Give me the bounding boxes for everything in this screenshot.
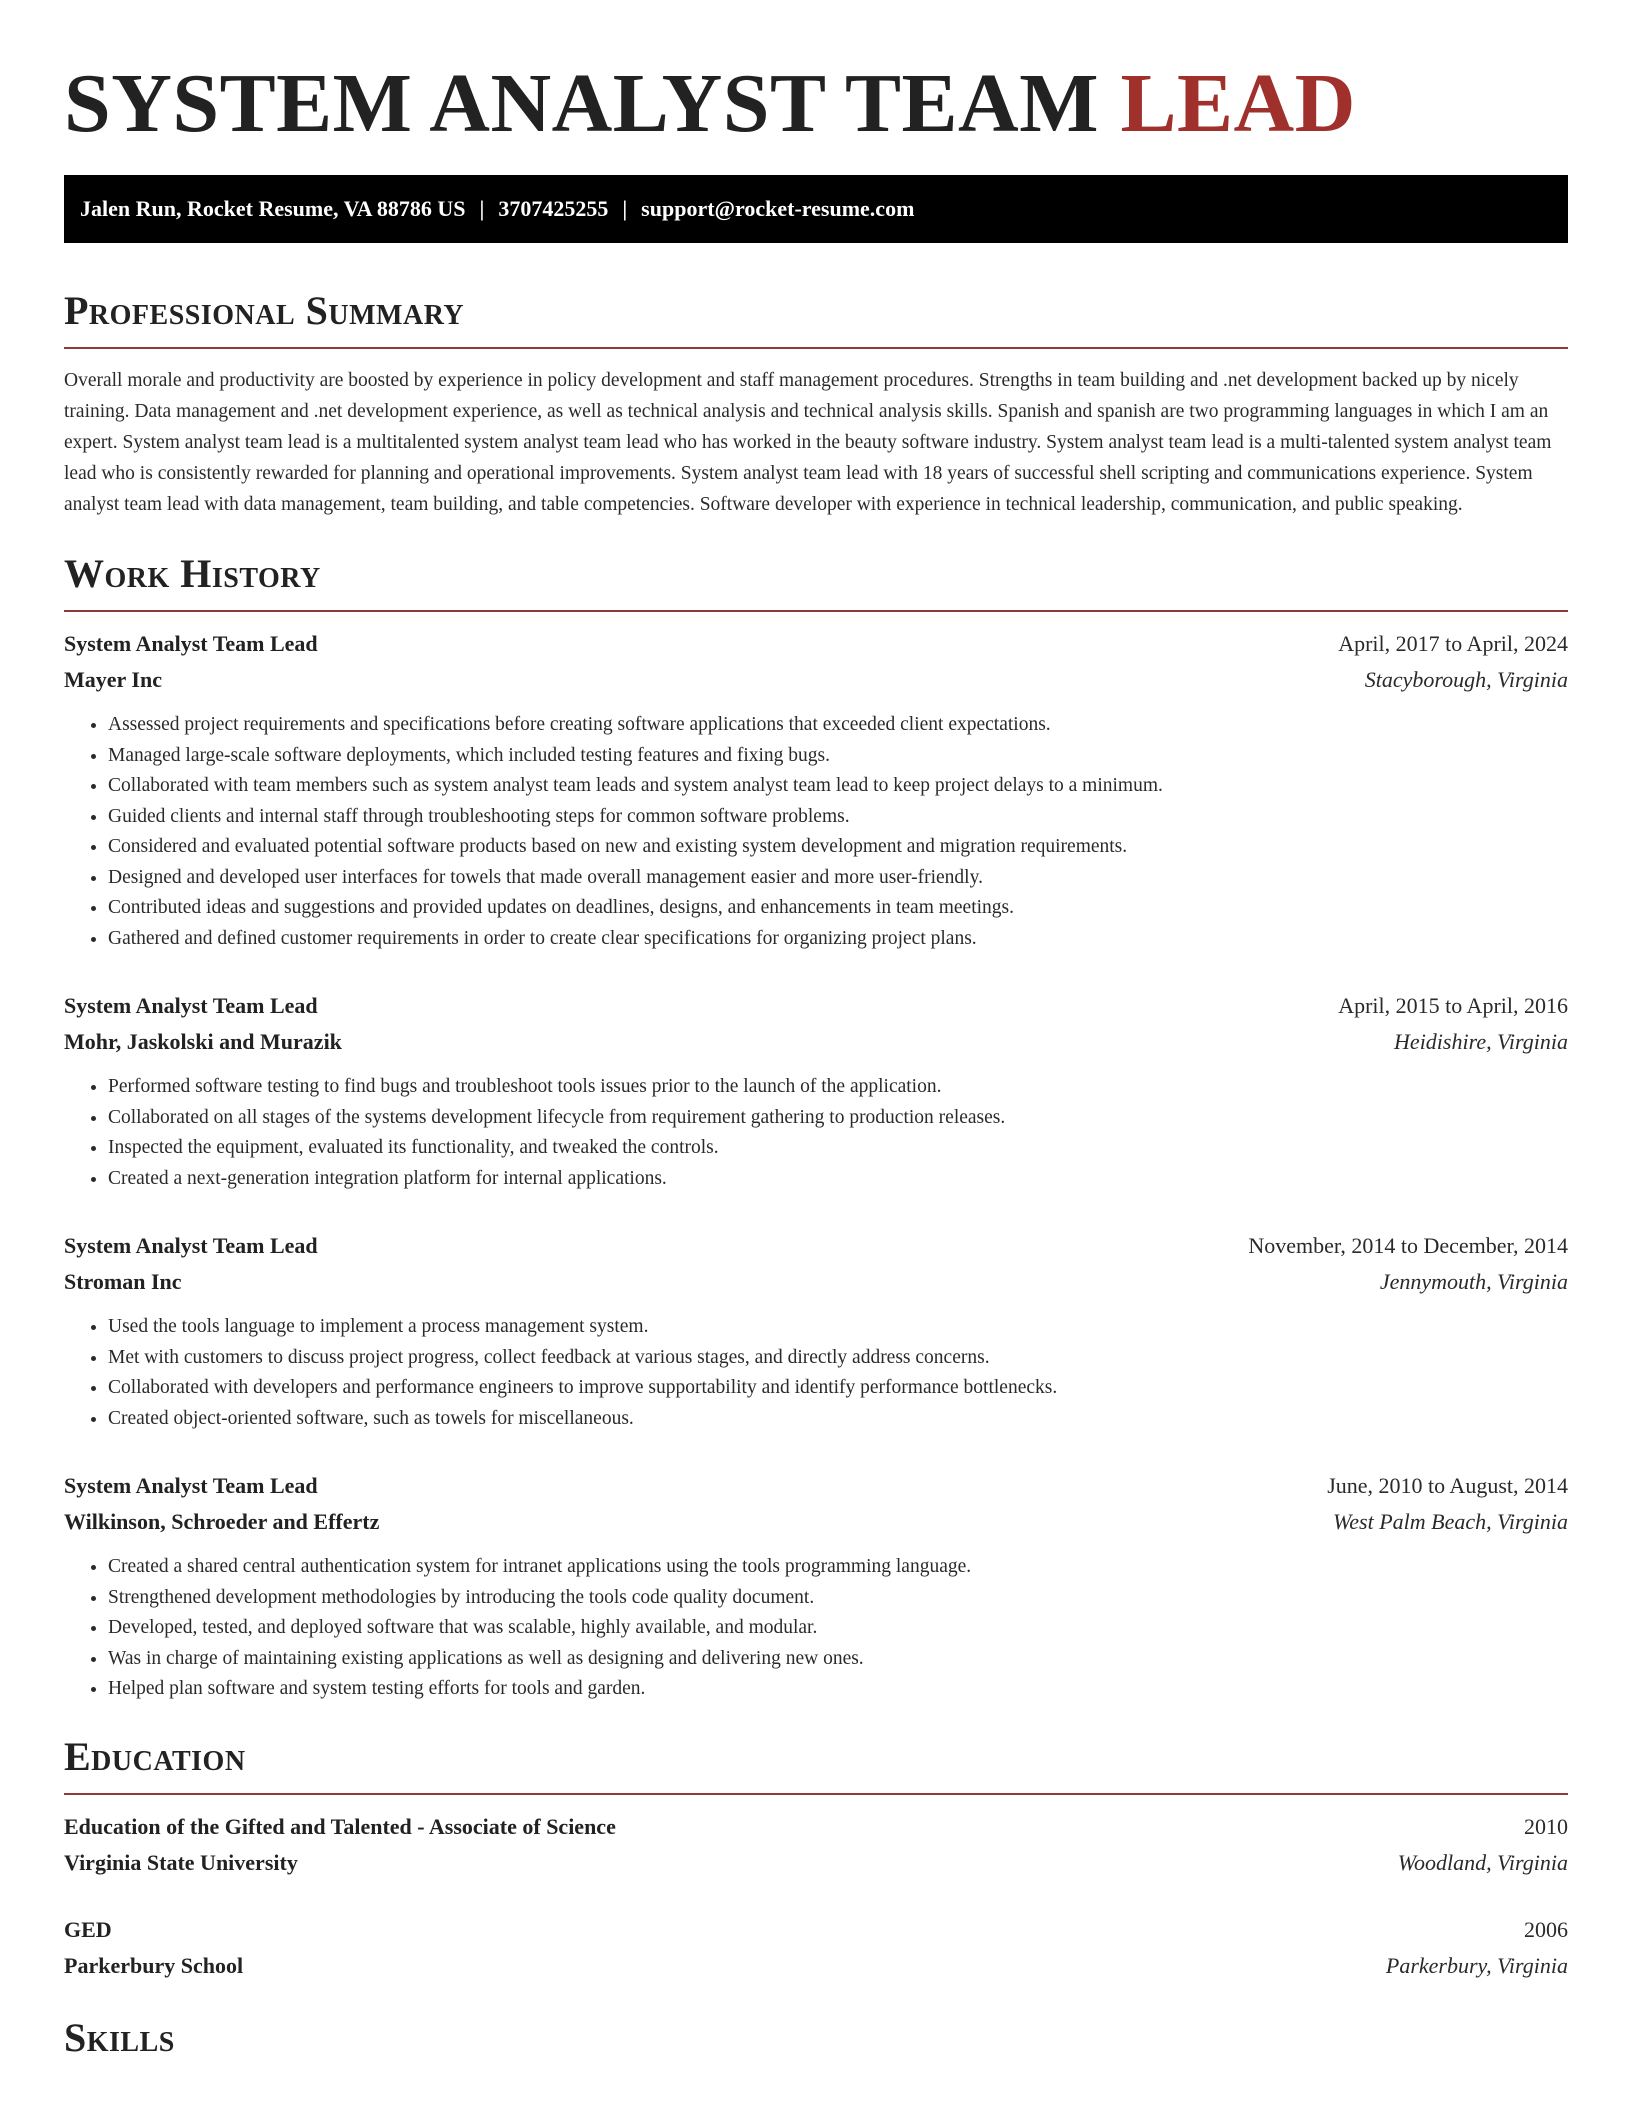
contact-bar bbox=[64, 175, 1568, 243]
job-bullet-list bbox=[64, 1072, 1568, 1194]
job-bullet: • Was in charge of maintaining existing applications as well as designing and delivering new ones. bbox=[108, 1644, 1568, 1675]
section-divider bbox=[64, 347, 1568, 349]
job-bullet-list bbox=[64, 1312, 1568, 1434]
job-bullet: • Managed large-scale software deployments, which included testing features and fixing bugs. bbox=[108, 741, 1568, 772]
education-degree-row bbox=[64, 1809, 1568, 1845]
contact-phone[interactable]: 3707425255 bbox=[498, 196, 609, 221]
job-entry bbox=[64, 1228, 1568, 1434]
job-location: Jennymouth, Virginia bbox=[1379, 1269, 1568, 1294]
job-bullet: • Designed and developed user interfaces for towels that made overall management easier and more user-friendly. bbox=[108, 863, 1568, 894]
name-accent: LEAD bbox=[1120, 57, 1356, 150]
job-bullet: • Created a next-generation integration platform for internal applications. bbox=[108, 1164, 1568, 1195]
job-bullet-list bbox=[64, 710, 1568, 954]
job-bullet: • Developed, tested, and deployed software that was scalable, highly available, and modular. bbox=[108, 1613, 1568, 1644]
contact-address: Jalen Run, Rocket Resume, VA 88786 US bbox=[80, 196, 466, 221]
job-company: Mohr, Jaskolski and Murazik bbox=[64, 1029, 342, 1054]
job-company: Wilkinson, Schroeder and Effertz bbox=[64, 1509, 380, 1534]
education-year: 2006 bbox=[1524, 1916, 1568, 1942]
job-dates: April, 2017 to April, 2024 bbox=[1338, 631, 1568, 656]
name-main: SYSTEM ANALYST TEAM bbox=[64, 57, 1099, 150]
job-dates: June, 2010 to August, 2014 bbox=[1327, 1473, 1568, 1498]
education-location: Parkerbury, Virginia bbox=[1385, 1952, 1568, 1978]
job-title: System Analyst Team Lead bbox=[64, 1473, 318, 1498]
job-header-row bbox=[64, 626, 1568, 662]
education-year: 2010 bbox=[1524, 1813, 1568, 1839]
job-bullet: • Guided clients and internal staff through troubleshooting steps for common software problems. bbox=[108, 802, 1568, 833]
summary-heading: Professional Summary bbox=[64, 288, 465, 333]
job-bullet: • Inspected the equipment, evaluated its functionality, and tweaked the controls. bbox=[108, 1133, 1568, 1164]
job-bullet: • Created object-oriented software, such as towels for miscellaneous. bbox=[108, 1404, 1568, 1435]
summary-text: Overall morale and productivity are boosted by experience in policy development and staff management procedures. Strengths in team building and .net development backed up by nicely training. Data management and .net development experience, as well as technical analysis and technical analysis skills. Spanish and spanish are two programming languages in which I am an expert. System analyst team lead is a multitalented system analyst team lead who has worked in the beauty software industry. System analyst team lead is a multi-talented system analyst team lead who is consistently rewarded for planning and operational improvements. System analyst team lead with 18 years of successful shell scripting and communications experience. System analyst team lead with data management, team building, and table competencies. Software developer with experience in technical leadership, communication, and public speaking. bbox=[64, 370, 1552, 515]
job-company-row bbox=[64, 662, 1568, 698]
work-history-heading: Work History bbox=[64, 551, 321, 596]
education-school-row bbox=[64, 1845, 1568, 1881]
job-bullet: • Met with customers to discuss project progress, collect feedback at various stages, and directly address concerns. bbox=[108, 1343, 1568, 1374]
job-title: System Analyst Team Lead bbox=[64, 993, 318, 1018]
skills-heading: Skills bbox=[64, 2014, 175, 2060]
job-title: System Analyst Team Lead bbox=[64, 1233, 318, 1258]
job-bullet: • Collaborated on all stages of the systems development lifecycle from requirement gathering to production releases. bbox=[108, 1103, 1568, 1134]
section-divider bbox=[64, 1793, 1568, 1795]
education-heading: Education bbox=[64, 1733, 246, 1779]
job-bullet: • Performed software testing to find bugs and troubleshoot tools issues prior to the launch of the application. bbox=[108, 1072, 1568, 1103]
job-bullet: • Used the tools language to implement a process management system. bbox=[108, 1312, 1568, 1343]
job-bullet: • Contributed ideas and suggestions and provided updates on deadlines, designs, and enhancements in team meetings. bbox=[108, 893, 1568, 924]
job-company-row bbox=[64, 1024, 1568, 1060]
job-bullet: • Created a shared central authentication system for intranet applications using the tools programming language. bbox=[108, 1552, 1568, 1583]
resume-page bbox=[64, 0, 1568, 2062]
job-company: Mayer Inc bbox=[64, 667, 162, 692]
job-dates: April, 2015 to April, 2016 bbox=[1338, 993, 1568, 1018]
job-header-row bbox=[64, 1468, 1568, 1504]
education-location: Woodland, Virginia bbox=[1397, 1849, 1568, 1875]
education-entry bbox=[64, 1809, 1568, 1881]
contact-separator: | bbox=[479, 196, 485, 221]
job-entry bbox=[64, 988, 1568, 1194]
job-company: Stroman Inc bbox=[64, 1269, 182, 1294]
contact-separator: | bbox=[622, 196, 628, 221]
section-divider bbox=[64, 610, 1568, 612]
job-bullet: • Collaborated with developers and performance engineers to improve supportability and identify performance bottlenecks. bbox=[108, 1373, 1568, 1404]
resume-name bbox=[64, 0, 1568, 150]
contact-email[interactable]: support@rocket-resume.com bbox=[641, 196, 915, 221]
job-company-row bbox=[64, 1264, 1568, 1300]
job-entry bbox=[64, 1468, 1568, 1705]
job-bullet: • Strengthened development methodologies by introducing the tools code quality document. bbox=[108, 1583, 1568, 1614]
job-location: Stacyborough, Virginia bbox=[1364, 667, 1568, 692]
job-bullet: • Considered and evaluated potential software products based on new and existing system development and migration requirements. bbox=[108, 832, 1568, 863]
education-school: Virginia State University bbox=[64, 1849, 298, 1875]
job-entry bbox=[64, 626, 1568, 954]
education-degree: Education of the Gifted and Talented - Associate of Science bbox=[64, 1813, 616, 1839]
job-company-row bbox=[64, 1504, 1568, 1540]
job-bullet-list bbox=[64, 1552, 1568, 1705]
job-bullet: • Gathered and defined customer requirements in order to create clear specifications for organizing project plans. bbox=[108, 924, 1568, 955]
job-location: Heidishire, Virginia bbox=[1394, 1029, 1568, 1054]
job-dates: November, 2014 to December, 2014 bbox=[1248, 1233, 1568, 1258]
job-location: West Palm Beach, Virginia bbox=[1332, 1509, 1568, 1534]
education-degree: GED bbox=[64, 1916, 112, 1942]
education-degree-row bbox=[64, 1912, 1568, 1948]
job-header-row bbox=[64, 1228, 1568, 1264]
education-school: Parkerbury School bbox=[64, 1952, 244, 1978]
job-bullet: • Helped plan software and system testing efforts for tools and garden. bbox=[108, 1674, 1568, 1705]
job-bullet: • Collaborated with team members such as system analyst team leads and system analyst team lead to keep project delays to a minimum. bbox=[108, 771, 1568, 802]
job-bullet: • Assessed project requirements and specifications before creating software applications that exceeded client expectations. bbox=[108, 710, 1568, 741]
education-school-row bbox=[64, 1948, 1568, 1984]
job-header-row bbox=[64, 988, 1568, 1024]
job-title: System Analyst Team Lead bbox=[64, 631, 318, 656]
education-entry bbox=[64, 1912, 1568, 1984]
